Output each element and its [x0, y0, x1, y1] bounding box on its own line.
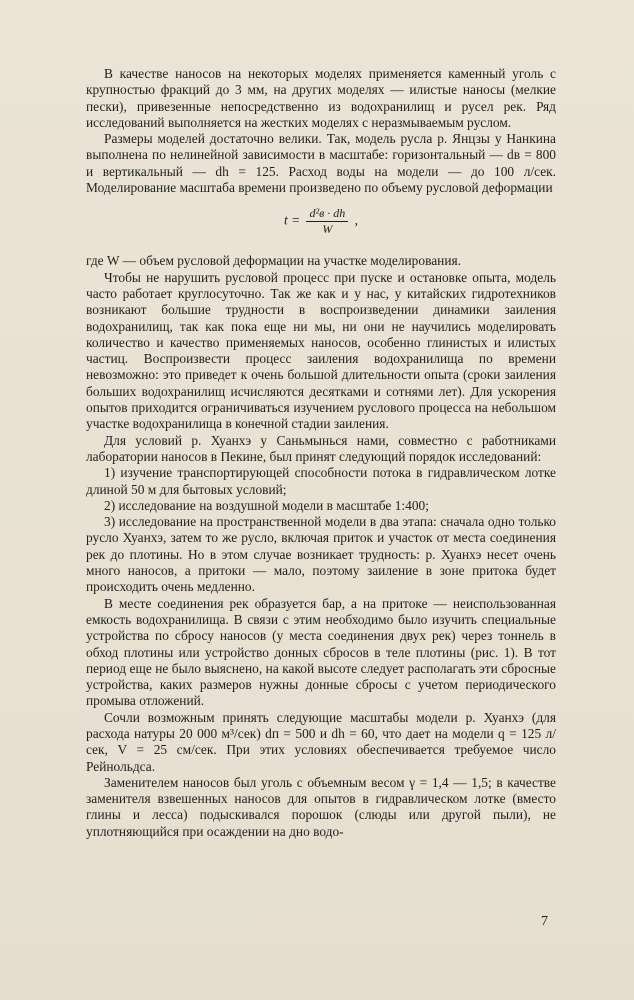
formula-trail: ,: [354, 212, 358, 228]
paragraph-2: Размеры моделей достаточно велики. Так, модель русла р. Янцзы у Нанкина выполнена по нелинейной зависимости в масштабе: горизонтальный — dв = 800 и вертикальный — dh = 125. Расход воды на модели — до 100 л/сек. Моделирование масштаба времени произведено по объему русловой деформации: [86, 131, 556, 196]
formula-numerator: d²в · dh: [306, 206, 348, 222]
paragraph-11: Заменителем наносов был уголь с объемным весом γ = 1,4 — 1,5; в качестве заменителя взвешенных наносов для опытов в гидравлическом лотке (вместо глины и лесса) подыскивался порошок (слюды или другой пыли), не уплотняющийся при осаждении на дно водо-: [86, 774, 556, 839]
paragraph-3: где W — объем русловой деформации на участке моделирования.: [86, 253, 462, 269]
paragraph-7: 2) исследование на воздушной модели в масштабе 1:400;: [104, 497, 429, 513]
paragraph-4: Чтобы не нарушить русловой процесс при пуске и остановке опыта, модель часто работает круглосуточно. Так же как и у нас, у китайских гидротехников возникают большие трудности в воспроизведении динамики заиления водохранилищ, так как пока еще ни мы, ни они не научились моделировать количество и качество применяемых наносов, особенно глинистых и илистых частиц. Воспроизвести процесс заиления водохранилища по времени невозможно: это приведет к очень большой длительности опыта (сроки заиления больших водохранилищ исчисляются десятками и сотнями лет). Для ускорения опытов приходится ограничиваться изучением руслового процесса на небольшом участке водохранилища в конечной стадии заиления.: [86, 269, 556, 432]
page-number: 7: [541, 914, 548, 929]
formula-denominator: W: [322, 222, 333, 237]
paragraph-10: Сочли возможным принять следующие масштабы модели р. Хуанхэ (для расхода натуры 20 000 м³/сек) dп = 500 и dh = 60, что дает на модели q = 125 л/сек, V = 25 см/сек. При этих условиях обеспечивается требуемое число Рейнольдса.: [86, 709, 556, 774]
paragraph-6: 1) изучение транспортирующей способности потока в гидравлическом лотке длиной 50 м для бытовых условий;: [86, 465, 556, 497]
paragraph-9: В месте соединения рек образуется бар, а на притоке — неиспользованная емкость водохранилища. В связи с этим необходимо было изучить специальные устройства по сбросу наносов (у места соединения двух рек) через тоннель в обход плотины или устройство донных сбросов в теле плотины (рис. 1). В тот период еще не было выяснено, на какой высоте следует располагать эти сбросные устройства, каких размеров нужны донные сбросы с учетом периодического промыва отложений.: [86, 595, 556, 709]
paragraph-8: 3) исследование на пространственной модели в два этапа: сначала одно только русло Хуанхэ, затем то же русло, включая приток и участок от места соединения рек до плотины. Но в этом случае возникает трудность: р. Хуанхэ несет очень много наносов, а притоки — мало, поэтому заиление в зоне притока будет происходить очень медленно.: [86, 514, 556, 595]
formula-fraction: [306, 206, 348, 237]
paragraph-5: Для условий р. Хуанхэ у Саньмынься нами, совместно с работниками лаборатории наносов в Пекине, был принят следующий порядок исследований:: [86, 432, 556, 464]
body-text: [86, 66, 556, 840]
formula-lhs: t =: [284, 212, 301, 228]
time-scale-formula: [86, 206, 556, 237]
paragraph-1: В качестве наносов на некоторых моделях применяется каменный уголь с крупностью фракций до 3 мм, на других моделях — илистые наносы (мелкие пески), привезенные непосредственно из водохранилищ и русел рек. Ряд исследований выполняется на жестких моделях с неразмываемым руслом.: [86, 66, 556, 130]
